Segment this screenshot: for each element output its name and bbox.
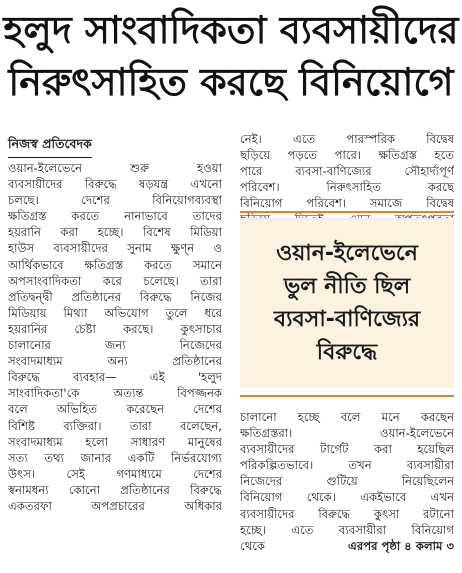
article-line: ব্যবসায়ীদের বিরুদ্ধে ষড়যন্ত্র এখনো (8, 177, 222, 192)
article-column-left (8, 160, 222, 570)
article-line: ব্যবসায়ীদের বিরুদ্ধে কুৎসা রটানো (240, 506, 454, 521)
article-column-right-top (240, 131, 454, 228)
article-line: উৎস। সেই গণমাধ্যমে দেশের (8, 466, 222, 481)
headline-line-1: হলুদ সাংবাদিকতা ব্যবসায়ীদের (3, 8, 459, 52)
article-line: একতরফা অপপ্রচারের অধিকার (8, 498, 222, 513)
article-line: সংবাদমাধ্যম হলো সাধারণ মানুষের (8, 434, 222, 449)
pull-quote-top-rule (240, 211, 454, 213)
article-line: বলে অভিহিত করেছেন দেশের (8, 402, 222, 417)
article-line: পরিবেশ। নিরুৎসাহিত করছে (240, 180, 454, 195)
article-line: সংবাদমাধ্যম অন্য প্রতিষ্ঠানের (8, 354, 222, 369)
article-line: পারে ব্যবসা-বাণিজ্যের সৌহার্দ্যপূর্ণ (240, 164, 454, 179)
article-line: ব্যবসায়ীদের টার্গেট করা হয়েছিল (240, 442, 454, 457)
article-line: হাউস ব্যবসায়ীদের সুনাম ক্ষুণ্ন ও (8, 241, 222, 256)
article-paragraph-right-bottom (240, 409, 454, 538)
article-line: অপসাংবাদিকতা করে চলেছে। তারা (8, 273, 222, 288)
article-line: হয়রানির চেষ্টা করছে। কুৎসাচার (8, 321, 222, 336)
article-last-line (240, 538, 454, 554)
article-line: পরিকল্পিতভাবে। তখন ব্যবসায়ীরা (240, 458, 454, 473)
pull-quote-line: ভুল নীতি ছিল (283, 274, 411, 299)
byline: নিজস্ব প্রতিবেদক (8, 136, 92, 158)
continuation-jump[interactable]: এরপর পৃষ্ঠা ৪ কলাম ৩ (348, 538, 454, 553)
article-line: চালানোর জন্য নিজেদের (8, 338, 222, 353)
last-line-text: থেকে (240, 538, 265, 553)
article-line: প্রতিদ্বন্দ্বী প্রতিষ্ঠানের বিরুদ্ধে নিজের (8, 289, 222, 304)
article-line: সাংবাদিকতা'কে অত্যন্ত বিপজ্জনক (8, 386, 222, 401)
article-line: বিরুদ্ধে ব্যবহার— এই 'হলুদ (8, 370, 222, 385)
headline-line-2: নিরুৎসাহিত করছে বিনিয়োগে (8, 60, 454, 104)
pull-quote-line: বিরুদ্ধে (316, 340, 378, 365)
article-line: চালানো হচ্ছে বলে মনে করছেন (240, 410, 454, 424)
article-line: বিনিয়োগ পরিবেশ। সমাজে বিদ্বেষ (240, 196, 454, 211)
article-paragraph-right-top (240, 131, 454, 228)
headline (0, 4, 462, 108)
article-line: বিনিয়োগ থেকে। একইভাবে এখন (240, 490, 454, 505)
article-line: আর্থিকভাবে ক্ষতিগ্রস্ত করতে সমানে (8, 257, 222, 272)
article-line: হয়রানি করা হচ্ছে। বিশেষ মিডিয়া (8, 225, 222, 240)
article-line: চলছে। দেশের বিনিয়োগব্যবস্থা (8, 193, 222, 208)
pull-quote-line: ব্যবসা-বাণিজ্যের (273, 307, 421, 332)
article-line: হচ্ছে। এতে ব্যবসায়ীরা বিনিয়োগ (240, 522, 454, 537)
pull-quote (240, 218, 454, 388)
article-line: নিজেদের গুটিয়ে নিয়েছিলেন (240, 474, 454, 489)
article-line: সত্য তথ্য জানার একটি নির্ভরযোগ্য (8, 450, 222, 465)
article-line: ওয়ান-ইলেভেনে শুরু হওয়া (8, 161, 222, 175)
article-line: ছড়িয়ে পড়তে পারে। ক্ষতিগ্রস্ত হতে (240, 148, 454, 163)
pull-quote-bottom-rule (240, 395, 454, 397)
article-line: বিশিষ্ট ব্যক্তিরা। তারা বলেছেন, (8, 418, 222, 433)
pull-quote-line: ওয়ান-ইলেভেনে (276, 241, 418, 266)
article-line: স্বনামধন্য কোনো প্রতিষ্ঠানের বিরুদ্ধে (8, 482, 222, 497)
article-paragraph-left (8, 160, 222, 514)
article-line: ক্ষতিগ্রস্ত করতে নানাভাবে তাদের (8, 209, 222, 224)
article-line: নেই। এতে পারস্পরিক বিদ্বেষ (240, 132, 454, 146)
article-column-right-bottom (240, 409, 454, 554)
article-line: ক্ষতিগ্রস্তরা। ওয়ান-ইলেভেনে (240, 426, 454, 441)
article-line: মিডিয়ায় মিথ্যা অভিযোগ তুলে ধরে (8, 305, 222, 320)
